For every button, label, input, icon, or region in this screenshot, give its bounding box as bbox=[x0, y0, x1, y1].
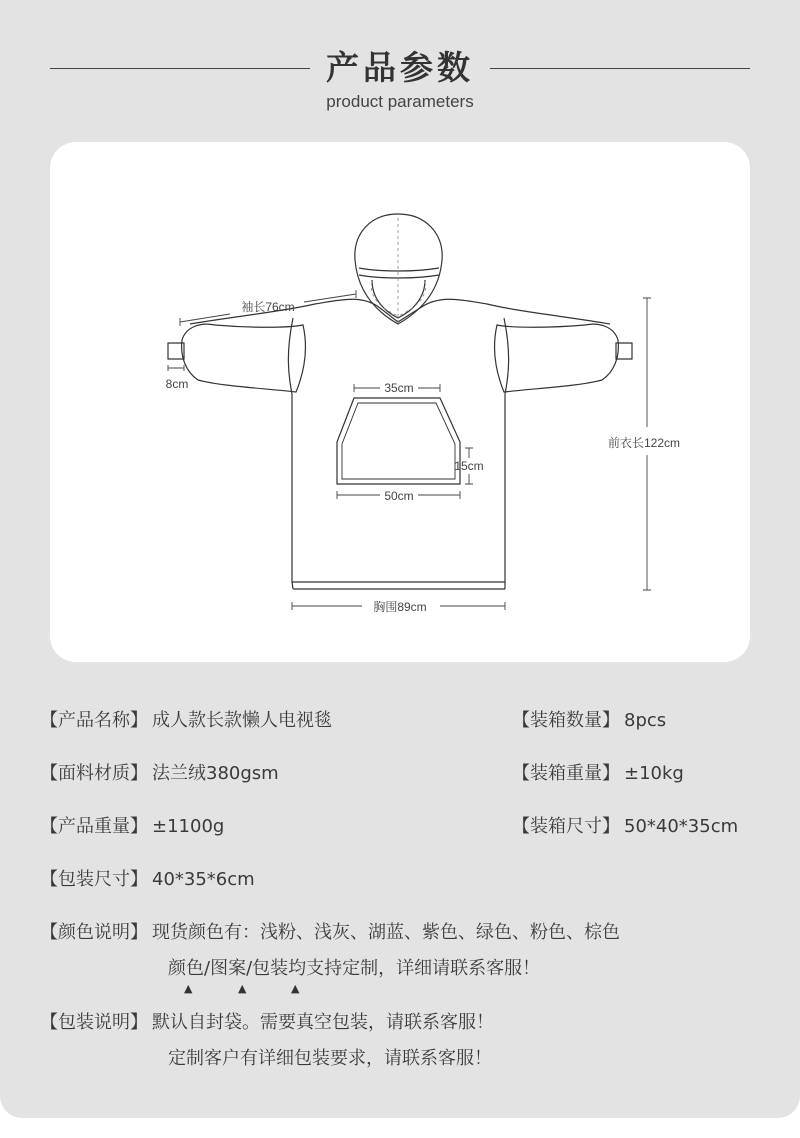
spec-label: 【装箱重量】 bbox=[512, 763, 620, 784]
spec-row-product-name bbox=[40, 710, 332, 732]
spec-row-package-size bbox=[40, 869, 255, 891]
chest-label: 胸围89cm bbox=[373, 600, 427, 614]
pocket-bottom-label: 50cm bbox=[384, 489, 414, 503]
color-note-line1: 现货颜色有：浅粉、浅灰、湖蓝、紫色、绿色、粉色、棕色 bbox=[152, 922, 620, 943]
hem-line bbox=[292, 582, 505, 589]
triangle-mark-icon: ▲ bbox=[238, 982, 247, 995]
triangle-mark-icon: ▲ bbox=[184, 982, 193, 995]
page-subtitle: product parameters bbox=[326, 92, 474, 111]
color-note-label: 【颜色说明】 bbox=[40, 922, 148, 943]
spec-row-weight bbox=[40, 816, 224, 838]
spec-row-material bbox=[40, 763, 279, 785]
body-outline bbox=[288, 318, 508, 582]
spec-value: 8pcs bbox=[624, 710, 667, 731]
pack-note-line1: 默认自封袋。需要真空包装，请联系客服！ bbox=[152, 1012, 494, 1033]
cuff-dim-line bbox=[168, 365, 184, 371]
pack-note-line2: 定制客户有详细包装要求，请联系客服！ bbox=[168, 1048, 492, 1069]
pocket-inner bbox=[342, 403, 455, 479]
sleeve-length-label: 袖长76cm bbox=[241, 300, 295, 314]
spec-value: 50*40*35cm bbox=[624, 816, 739, 837]
blanket-hoodie-diagram bbox=[50, 142, 750, 662]
spec-label: 【面料材质】 bbox=[40, 763, 148, 784]
left-sleeve bbox=[182, 324, 306, 392]
spec-label: 【产品名称】 bbox=[40, 710, 148, 731]
cuff-width-label: 8cm bbox=[165, 377, 189, 391]
triangle-mark-icon: ▲ bbox=[291, 982, 300, 995]
spec-row-carton-qty bbox=[512, 710, 666, 732]
spec-label: 【装箱尺寸】 bbox=[512, 816, 620, 837]
hood-face-outline bbox=[372, 280, 425, 318]
spec-label: 【产品重量】 bbox=[40, 816, 148, 837]
spec-label: 【装箱数量】 bbox=[512, 710, 620, 731]
section-header bbox=[0, 46, 800, 92]
spec-label: 【包装尺寸】 bbox=[40, 869, 148, 890]
right-sleeve bbox=[495, 324, 619, 392]
pack-note-row bbox=[40, 1012, 494, 1034]
hood-brim bbox=[359, 268, 439, 278]
page-title: 产品参数 bbox=[326, 48, 474, 87]
product-diagram-card bbox=[50, 142, 750, 662]
spec-row-carton-weight bbox=[512, 763, 684, 785]
color-note-line2: 颜色/图案/包装均支持定制，详细请联系客服！ bbox=[168, 958, 541, 979]
color-note-row bbox=[40, 922, 620, 944]
hood-side-seam-right bbox=[398, 282, 426, 316]
pocket-top-label: 35cm bbox=[384, 381, 414, 395]
front-length-label: 前衣长122cm bbox=[607, 436, 681, 450]
spec-value: 40*35*6cm bbox=[152, 869, 255, 890]
header-rule-right bbox=[490, 68, 750, 69]
spec-value: 成人款长款懒人电视毯 bbox=[152, 710, 332, 731]
pocket-height-label: 15cm bbox=[454, 459, 484, 473]
spec-value: ±1100g bbox=[152, 816, 225, 837]
pocket-outline bbox=[337, 398, 460, 484]
spec-value: 法兰绒380gsm bbox=[152, 763, 279, 784]
spec-value: ±10kg bbox=[624, 763, 684, 784]
pack-note-label: 【包装说明】 bbox=[40, 1012, 148, 1033]
spec-row-carton-size bbox=[512, 816, 738, 838]
